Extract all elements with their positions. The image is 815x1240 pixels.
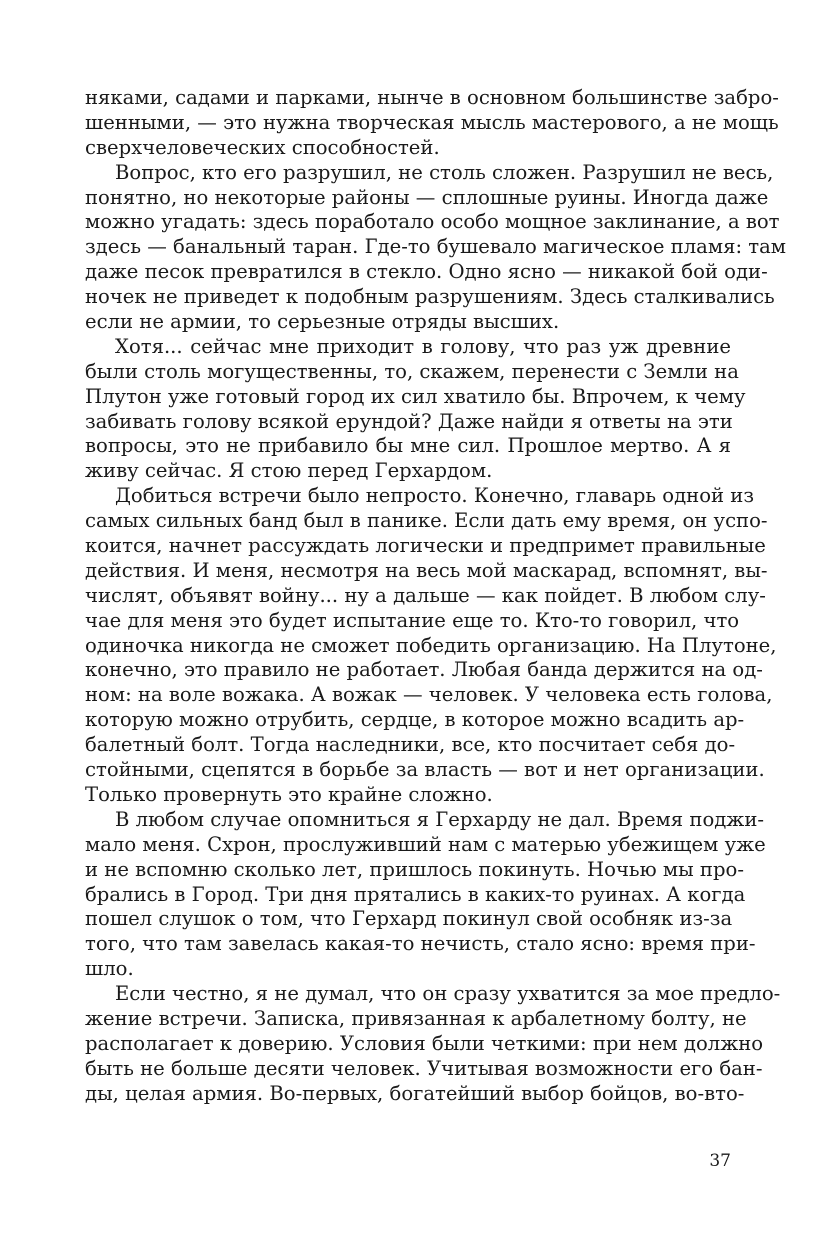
text-line: располагает к доверию. Условия были четкими: при нем должно xyxy=(85,1031,764,1055)
paragraph xyxy=(85,86,779,161)
text-line: понятно, но некоторые районы — сплошные руины. Иногда даже xyxy=(85,185,769,209)
paragraph xyxy=(85,982,781,1106)
text-line: сверхчеловеческих способностей. xyxy=(85,135,440,159)
text-line: здесь — банальный таран. Где-то бушевало магическое пламя: там xyxy=(85,235,787,259)
text-line: жение встречи. Записка, привязанная к арбалетному болту, не xyxy=(85,1006,747,1030)
text-line: коится, начнет рассуждать логически и предпримет правильные xyxy=(85,534,766,558)
text-line: быть не больше десяти человек. Учитывая возможности его бан- xyxy=(85,1056,763,1080)
text-line: и не вспомню сколько лет, пришлось покинуть. Ночью мы про- xyxy=(85,857,744,881)
text-line: няками, садами и парками, нынче в основном большинстве забро- xyxy=(85,86,779,109)
text-line: забивать голову всякой ерундой? Даже найди я ответы на эти xyxy=(85,409,733,433)
text-line: Плутон уже готовый город их сил хватило бы. Впрочем, к чему xyxy=(85,384,746,408)
text-line: Хотя... сейчас мне приходит в голову, что раз уж древние xyxy=(115,334,731,358)
text-line: конечно, это правило не работает. Любая банда держится на од- xyxy=(85,658,763,682)
text-line: одиночка никогда не сможет победить организацию. На Плутоне, xyxy=(85,633,777,657)
page-number: 37 xyxy=(709,1151,731,1171)
text-line: пошел слушок о том, что Герхард покинул свой особняк из-за xyxy=(85,907,733,931)
text-line: ды, целая армия. Во-первых, богатейший выбор бойцов, во-вто- xyxy=(85,1081,745,1105)
text-line: живу сейчас. Я стою перед Герхардом. xyxy=(85,459,493,483)
text-line: Добиться встречи было непросто. Конечно, главарь одной из xyxy=(115,484,755,508)
book-page-text xyxy=(85,86,787,1107)
paragraph xyxy=(85,334,746,484)
text-line: Вопрос, кто его разрушил, не столь сложен. Разрушил не весь, xyxy=(115,160,774,184)
text-line: того, что там завелась какая-то нечисть, стало ясно: время при- xyxy=(85,932,756,956)
text-line: Только провернуть это крайне сложно. xyxy=(85,782,493,806)
text-line: шенными, — это нужна творческая мысль мастерового, а не мощь xyxy=(85,110,779,134)
text-line: Если честно, я не думал, что он сразу ухватится за мое предло- xyxy=(115,982,781,1006)
text-line: можно угадать: здесь поработало особо мощное заклинание, а вот xyxy=(85,210,780,234)
text-line: балетный болт. Тогда наследники, все, кто посчитает себя до- xyxy=(85,733,736,757)
text-line: были столь могущественны, то, скажем, перенести с Земли на xyxy=(85,359,739,383)
text-line: вопросы, это не прибавило бы мне сил. Прошлое мертво. А я xyxy=(85,434,731,458)
text-line: мало меня. Схрон, прослуживший нам с матерью убежищем уже xyxy=(85,832,766,856)
text-line: стойными, сцепятся в борьбе за власть — вот и нет организации. xyxy=(85,758,765,782)
paragraph xyxy=(85,160,787,335)
text-line: ном: на воле вожака. А вожак — человек. У человека есть голова, xyxy=(85,683,773,707)
text-line: которую можно отрубить, сердце, в которое можно всадить ар- xyxy=(85,708,745,732)
text-line: ночек не приведет к подобным разрушениям. Здесь сталкивались xyxy=(85,285,775,309)
text-line: действия. И меня, несмотря на весь мой маскарад, вспомнят, вы- xyxy=(85,558,768,582)
text-line: числят, объявят войну... ну а дальше — как пойдет. В любом слу- xyxy=(85,583,766,607)
text-line: брались в Город. Три дня прятались в каких-то руинах. А когда xyxy=(85,882,746,906)
text-line: самых сильных банд был в панике. Если дать ему время, он успо- xyxy=(85,509,768,533)
text-line: чае для меня это будет испытание еще то. Кто-то говорил, что xyxy=(85,608,740,632)
text-line: если не армии, то серьезные отряды высших. xyxy=(85,310,560,334)
text-line: шло. xyxy=(85,957,134,981)
paragraph xyxy=(85,807,766,982)
paragraph xyxy=(85,484,777,808)
text-line: В любом случае опомниться я Герхарду не дал. Время поджи- xyxy=(115,807,765,831)
text-line: даже песок превратился в стекло. Одно ясно — никакой бой оди- xyxy=(85,260,768,284)
